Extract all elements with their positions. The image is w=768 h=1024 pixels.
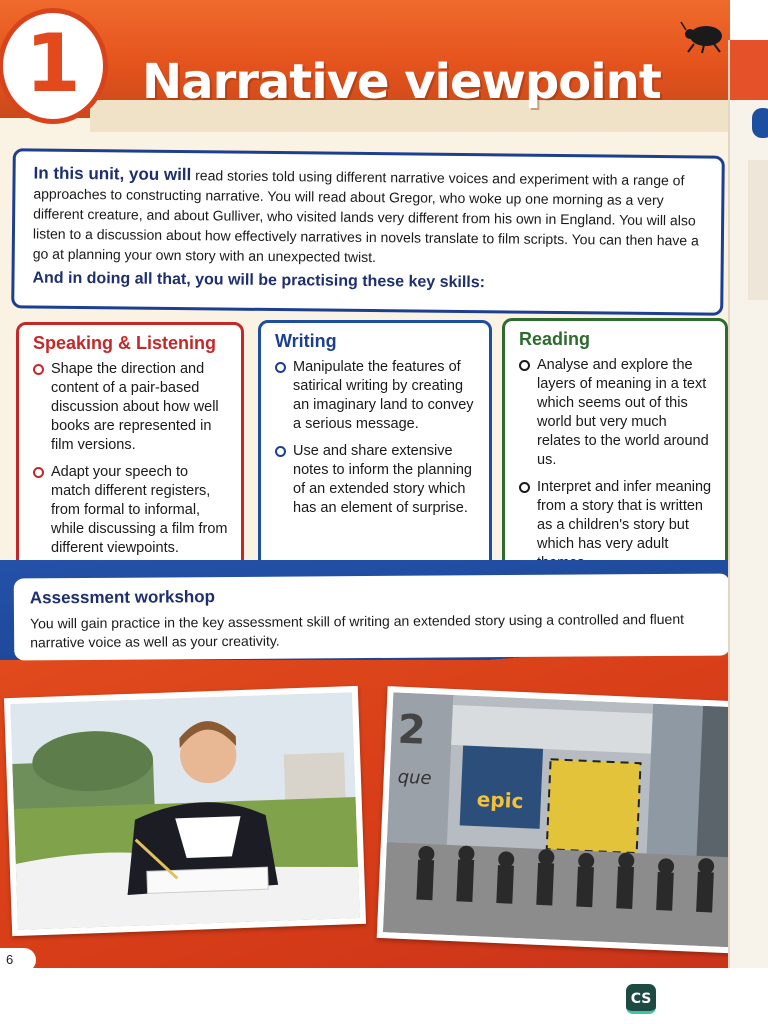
- writing-list: [275, 358, 477, 518]
- list-item-text: Adapt your speech to match different registers, from formal to informal, while discussing a film from different viewpoints.: [51, 464, 228, 556]
- list-item-text: Manipulate the features of satirical writing by creating an imaginary land to convey a serious message.: [293, 359, 474, 432]
- list-item: [519, 478, 713, 573]
- poster-text: epic: [476, 787, 524, 814]
- page-number: 6: [0, 948, 36, 968]
- key-skills-heading: And in doing all that, you will be practising these key skills:: [32, 269, 486, 292]
- assessment-workshop-box: [14, 574, 730, 661]
- list-item-text: Interpret and infer meaning from a story that is written as a children's story but which has very adult: [537, 479, 712, 552]
- page-title: Narrative viewpoint: [142, 54, 661, 111]
- cinema-sign-number: 2: [396, 706, 427, 754]
- photo-cinema-queue: [377, 686, 730, 954]
- list-item: [519, 356, 713, 470]
- unit-number: 1: [25, 17, 81, 110]
- reading-card: [502, 318, 728, 570]
- reading-title: Reading: [519, 329, 591, 349]
- photo-girl-reading: [4, 686, 366, 936]
- writing-title: Writing: [275, 331, 337, 351]
- speaking-listening-list: [33, 360, 229, 558]
- cinema-queue-image: [383, 692, 730, 947]
- unit-intro-box: [11, 148, 725, 315]
- list-item: [275, 358, 477, 434]
- bullet-icon: [519, 482, 530, 493]
- list-item: [275, 442, 477, 518]
- cinema-sign-text: que: [397, 766, 433, 790]
- bullet-icon: [33, 467, 44, 478]
- bullet-icon: [33, 364, 44, 375]
- writing-card: [258, 320, 492, 572]
- intro-lead: In this unit, you will: [33, 163, 192, 185]
- list-item-text: Use and share extensive notes to inform the planning of an extended story which has an element of surprise.: [293, 443, 472, 516]
- unit-number-badge: [0, 8, 108, 124]
- next-page-edge: [728, 40, 768, 968]
- list-item-text: Shape the direction and content of a pair-based discussion about how well books are represented in film versions.: [51, 361, 219, 453]
- next-page-band: [748, 160, 768, 300]
- speaking-listening-title: Speaking & Listening: [33, 333, 217, 353]
- girl-reading-image: [10, 692, 360, 930]
- list-item: [33, 463, 229, 558]
- speaking-listening-card: [16, 322, 244, 574]
- beetle-icon: [680, 18, 728, 54]
- camscanner-logo: CS: [626, 984, 656, 1014]
- bullet-icon: [275, 446, 286, 457]
- intro-paragraph: [33, 163, 708, 270]
- reading-list: [519, 356, 713, 573]
- intro-body: read stories told using different narrative voices and experiment with a range of approaches to constructing narrative. You will read about Gregor, who woke up one morning as a very different creature, and about Gulliver, who visited lands very different from his own in England. You will also listen to a discussion about how effectively narratives in novels translate to film scripts. You can then have a go at planning your own story with an unexpected twist.: [32, 167, 699, 266]
- bullet-icon: [519, 360, 530, 371]
- bullet-icon: [275, 362, 286, 373]
- assessment-text: You will gain practice in the key assessment skill of writing an extended story using a controlled and fluent narrative voice as well as your creativity.: [29, 610, 685, 651]
- assessment-title: Assessment workshop: [29, 587, 216, 608]
- list-item-text: Analyse and explore the layers of meaning in a text which seems out of this world but very much relates to the world around us.: [537, 357, 709, 468]
- list-item: [33, 360, 229, 455]
- next-page-badge: [752, 108, 768, 138]
